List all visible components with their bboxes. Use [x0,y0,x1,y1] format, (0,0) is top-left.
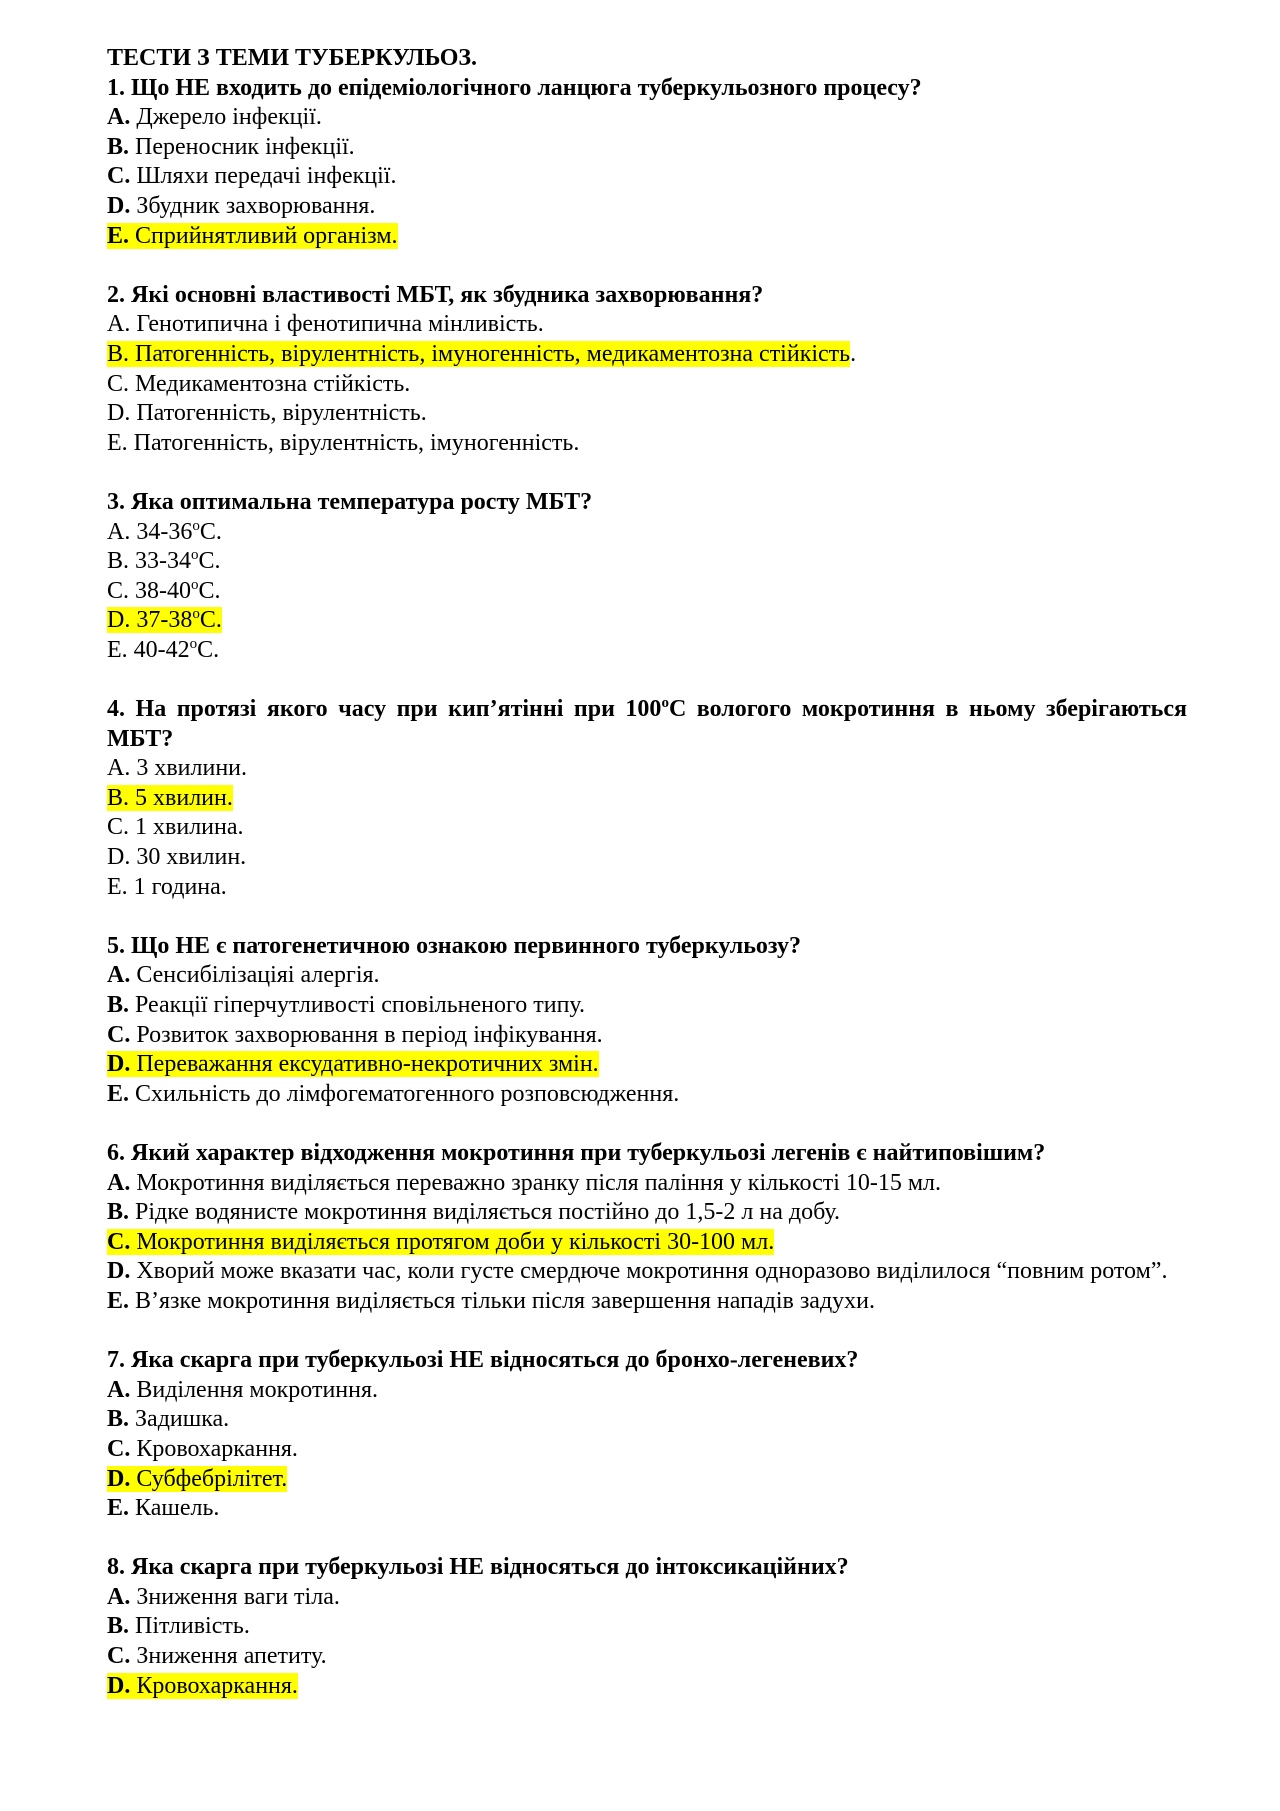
option-text: В’язке мокротиння виділяється тільки після завершення нападів задухи. [135,1287,876,1314]
answer-highlight [107,341,850,367]
option-letter: B. [107,784,130,811]
option-letter: C. [107,1021,131,1048]
question-text-part: С вологого мокротиння в ньому зберігаються МБТ? [107,696,1188,752]
option-text: Хворий може вказати час, коли густе смердюче мокротиння одноразово виділилося “повним ротом”. [136,1258,1168,1285]
option-letter: E. [107,1080,130,1107]
q3-option-a [107,518,1187,548]
option-text: Патогенність, вірулентність. [136,400,427,427]
option-text: Шляхи передачі інфекції. [136,163,397,190]
question-1: 1. Що НЕ входить до епідеміологічного ланцюга туберкульозного процесу? [107,74,922,101]
q3-option-c [107,577,1187,607]
option-letter: A. [107,755,131,782]
option-letter: D. [107,192,131,219]
option-text: Переважання ексудативно-некротичних змін. [136,1051,599,1078]
q2-option-d [107,399,1187,429]
q7-option-c [107,1435,1187,1465]
q8-option-c [107,1642,1187,1672]
q4-option-d [107,843,1187,873]
option-letter: A. [107,311,131,338]
option-text: Задишка. [135,1406,230,1433]
q3-option-d-correct [107,606,1187,636]
option-text: Пітливість. [135,1613,250,1640]
option-trailing-period: . [850,340,857,367]
answer-highlight [107,1466,287,1492]
answer-highlight [107,1673,298,1699]
degree-mark: o [191,576,199,593]
q7-option-b [107,1405,1187,1435]
question-7: 7. Яка скарга при туберкульозі НЕ відносяться до бронхо-легеневих? [107,1347,859,1374]
option-letter: A. [107,1169,131,1196]
q6-option-c-correct [107,1228,1187,1258]
option-text: 34-36 [136,518,193,545]
degree-mark: o [192,606,200,623]
q1-option-c [107,162,1187,192]
option-text: Кровохаркання. [136,1435,298,1462]
option-letter: D. [107,1051,131,1078]
option-text: Збудник захворювання. [136,192,376,219]
spacer [107,458,1187,488]
q8-option-d-correct [107,1672,1187,1702]
option-text: Патогенність, вірулентність, імуногенність, медикаментозна стійкість [135,340,851,367]
q2-option-a [107,310,1187,340]
q7-option-d-correct [107,1465,1187,1495]
answer-highlight [107,1229,774,1255]
option-text: 38-40 [135,577,192,604]
option-text: Субфебрілітет. [136,1465,288,1492]
option-text: Переносник інфекції. [135,133,355,160]
option-text: Виділення мокротиння. [136,1376,379,1403]
q3-option-e [107,636,1187,666]
q4-option-c [107,813,1187,843]
q1-option-d [107,192,1187,222]
option-letter: D. [107,400,131,427]
option-text: 30 хвилин. [136,844,247,871]
q7-option-a [107,1376,1187,1406]
q5-option-b [107,991,1187,1021]
q6-option-d [107,1257,1187,1287]
unit: С. [197,636,220,663]
option-text: Мокротиння виділяється переважно зранку після паління у кількості 10-15 мл. [136,1169,942,1196]
option-text: Мокротиння виділяється протягом доби у кількості 30-100 мл. [136,1228,775,1255]
option-letter: E. [107,1495,130,1522]
option-text: Генотипична і фенотипична мінливість. [136,311,544,338]
q5-option-a [107,961,1187,991]
q2-option-c [107,370,1187,400]
option-text: Сенсибілізаціяі алергія. [136,962,380,989]
option-letter: C. [107,1228,131,1255]
option-text: Схильність до лімфогематогенного розповсюдження. [135,1080,680,1107]
question-2: 2. Які основні властивості МБТ, як збудника захворювання? [107,281,764,308]
q4-option-b-correct [107,784,1187,814]
spacer [107,251,1187,281]
unit: С. [198,548,221,575]
degree-mark: o [191,547,199,564]
option-text: 1 година. [133,873,227,900]
option-text: 37-38 [136,607,193,634]
option-text: Реакції гіперчутливості сповільненого типу. [135,992,586,1018]
question-4 [107,695,1187,754]
spacer [107,902,1187,932]
q5-option-c [107,1021,1187,1051]
degree-mark: o [661,695,669,712]
option-text: Сприйнятливий організм. [135,222,398,249]
q8-option-a [107,1583,1187,1613]
document-title: ТЕСТИ З ТЕМИ ТУБЕРКУЛЬОЗ. [107,45,478,71]
option-text: Зниження апетиту. [136,1643,327,1670]
spacer [107,1524,1187,1554]
option-text: 40-42 [133,636,190,663]
option-letter: A. [107,518,131,545]
unit: С. [199,518,222,545]
option-text: Розвиток захворювання в період інфікування. [136,1021,603,1048]
spacer [107,665,1187,695]
unit: С. [198,577,221,604]
option-letter: B. [107,340,130,367]
spacer [107,1317,1187,1347]
answer-highlight [107,607,222,633]
option-letter: A. [107,1583,131,1610]
option-letter: D. [107,607,131,634]
option-letter: D. [107,844,131,871]
answer-highlight [107,785,233,811]
option-text: 1 хвилина. [135,814,244,841]
q6-option-b [107,1198,1187,1228]
question-text-part: 4. На протязі якого часу при кип’ятінні при 100 [107,696,662,723]
option-letter: B. [107,1613,130,1640]
answer-highlight [107,1051,599,1077]
q2-option-b-correct [107,340,1187,370]
option-text: Кровохаркання. [136,1672,298,1699]
option-letter: C. [107,163,131,190]
document-page [107,44,1187,1701]
question-3: 3. Яка оптимальна температура росту МБТ? [107,488,593,515]
option-letter: E. [107,873,128,900]
q6-option-a [107,1169,1187,1199]
option-text: Зниження ваги тіла. [136,1583,340,1610]
option-letter: C. [107,1643,131,1670]
q1-option-a [107,103,1187,133]
option-text: 33-34 [135,548,192,575]
option-letter: D. [107,1465,131,1492]
question-8: 8. Яка скарга при туберкульозі НЕ відносяться до інтоксикаційних? [107,1554,849,1581]
option-letter: D. [107,1258,131,1285]
option-letter: C. [107,370,130,397]
option-letter: B. [107,548,130,575]
option-letter: E. [107,1287,130,1314]
option-text: Рідке водянисте мокротиння виділяється постійно до 1,5-2 л на добу. [135,1199,840,1226]
q7-option-e [107,1494,1187,1524]
q4-option-e [107,873,1187,903]
question-5: 5. Що НЕ є патогенетичною ознакою первинного туберкульозу? [107,932,802,959]
q8-option-b [107,1612,1187,1642]
option-letter: C. [107,1435,131,1462]
q5-option-d-correct [107,1050,1187,1080]
option-text: Медикаментозна стійкість. [135,370,411,397]
option-text: Джерело інфекції. [136,104,322,131]
q3-option-b [107,547,1187,577]
option-letter: A. [107,104,131,131]
q6-option-e [107,1287,1187,1317]
unit: С. [199,607,222,634]
option-text: Кашель. [135,1495,220,1522]
option-letter: B. [107,992,130,1018]
option-text: Патогенність, вірулентність, імуногенність. [133,429,580,456]
q1-option-e-correct [107,222,1187,252]
question-6: 6. Який характер відходження мокротиння при туберкульозі легенів є найтиповішим? [107,1139,1046,1166]
q1-option-b [107,133,1187,163]
degree-mark: o [192,517,200,534]
option-letter: C. [107,814,130,841]
spacer [107,1109,1187,1139]
answer-highlight [107,223,398,249]
option-letter: B. [107,1199,130,1226]
option-letter: A. [107,962,131,989]
option-letter: D. [107,1672,131,1699]
option-letter: C. [107,577,130,604]
option-letter: A. [107,1376,131,1403]
q5-option-e [107,1080,1187,1110]
degree-mark: o [189,635,198,652]
option-letter: B. [107,133,130,160]
option-letter: E. [107,222,130,249]
q4-option-a [107,754,1187,784]
option-letter: E. [107,636,128,663]
option-letter: B. [107,1406,130,1433]
option-text: 5 хвилин. [135,784,233,811]
option-letter: E. [107,429,128,456]
q2-option-e [107,429,1187,459]
option-text: 3 хвилини. [136,755,248,782]
